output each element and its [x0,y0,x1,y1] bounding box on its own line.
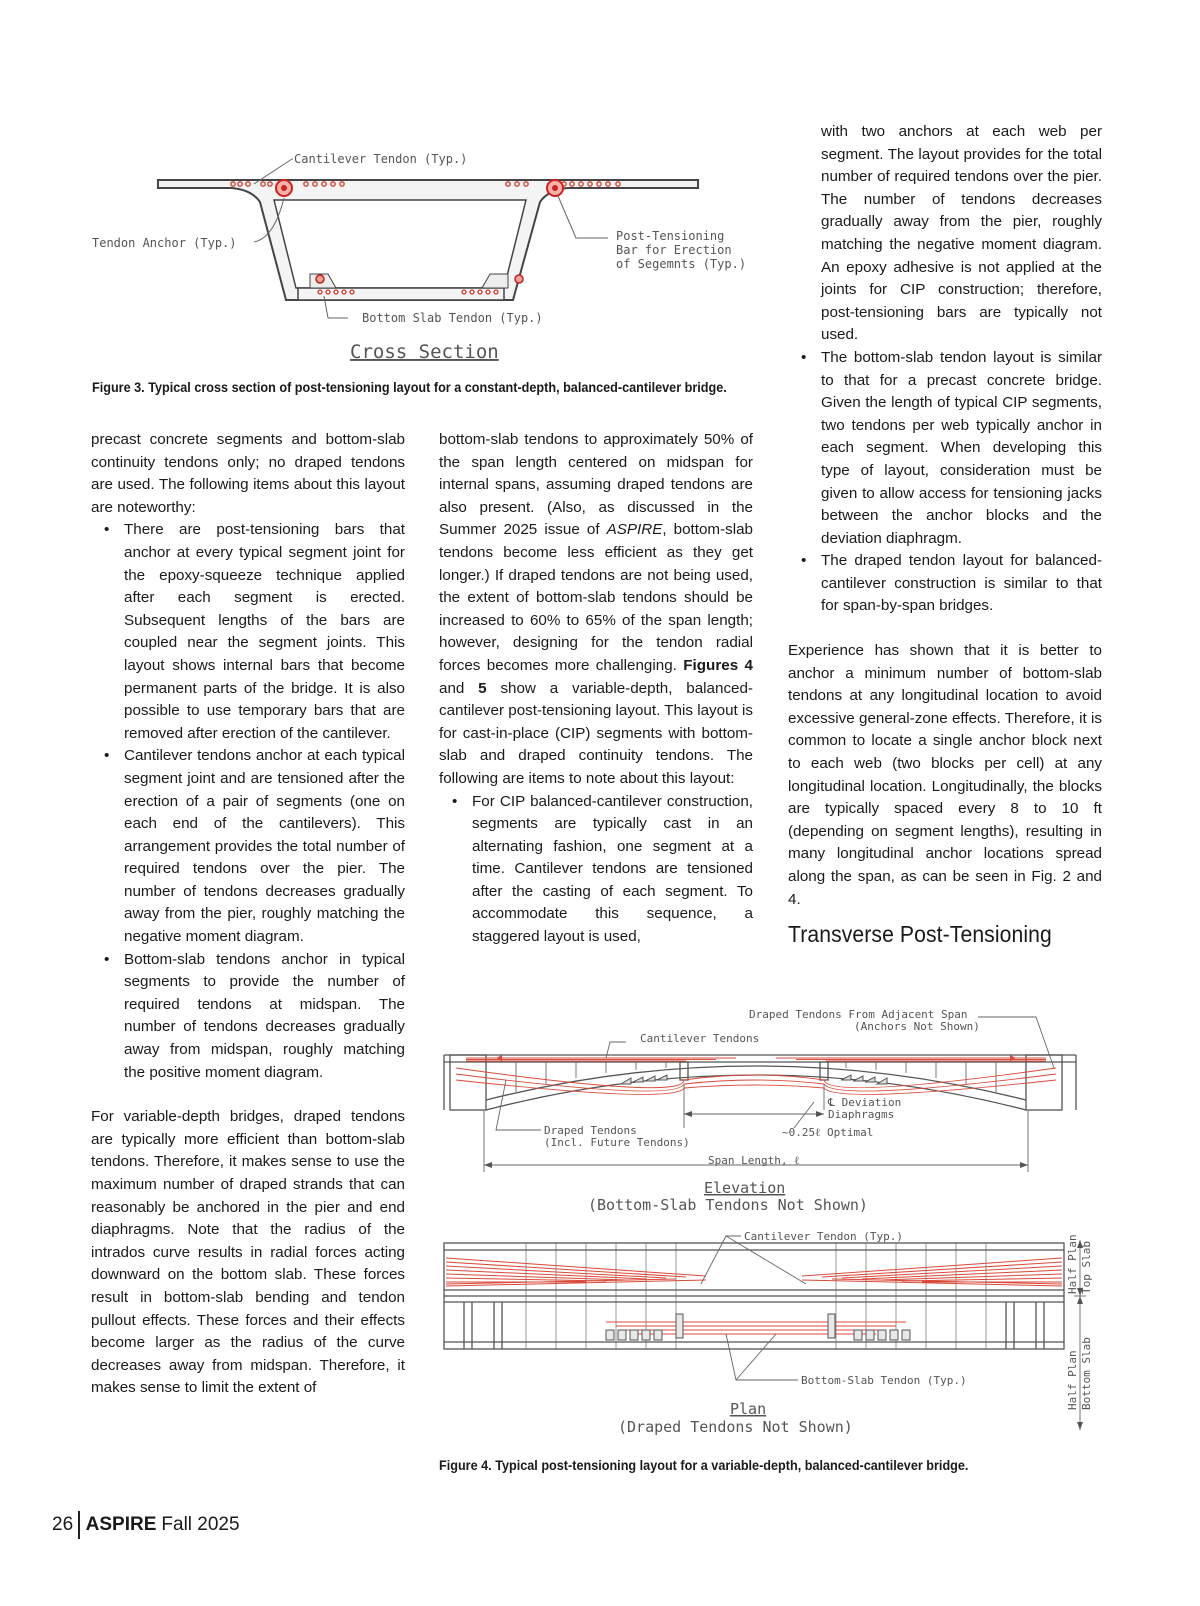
col1-bullet-1: • There are post-tensioning bars that anchor at every typical segment joint for the epoxy-squeeze technique applied after each segment is erected. Subsequent lengths of the bars are coupled near the segment joints. This layout shows internal bars that become permanent parts of the bridge. It is also possible to use temporary bars that are removed after erection of the cantilever. [91,519,405,745]
col1-intro: precast concrete segments and bottom-slab continuity tendons only; no draped tendons are used. The following items about this layout are noteworthy: [91,431,405,516]
label-draped-adjacent-2: (Anchors Not Shown) [854,1020,980,1033]
col3-bullet-list [788,121,1102,618]
label-cantilever-tendon: Cantilever Tendon (Typ.) [294,152,468,166]
figure-4-elevation-plan [436,1000,1096,1440]
col1-bullet-list [91,519,405,1084]
elevation-title: Elevation [704,1179,786,1197]
label-pt-bar-2: Bar for Erection [616,243,732,257]
col1-paragraph-2: For variable-depth bridges, draped tendons are typically more efficient than bottom-slab tendons. Therefore, it makes sense to use the maximum number of draped strands that can reasonably be anchored in the pier and end diaphragms. Note that the radius of the intrados curve results in radial forces acting downward on the bottom slab. These forces result in bottom-slab bending and tendon pullout effects. These forces and their effects become larger as the radius of the curve decreases away from midspan. Therefore, it makes sense to limit the extent of [91,1108,405,1397]
issue-label: Fall 2025 [161,1514,240,1535]
footer-divider [78,1511,80,1539]
magazine-name: ASPIRE [85,1514,157,1535]
label-draped-adjacent-1: Draped Tendons From Adjacent Span [749,1008,968,1021]
label-top-slab: Top Slab [1080,1241,1093,1294]
col3-bullet-1: • The bottom-slab tendon layout is similar to that for a precast concrete bridge. Given the length of typical CIP segments, two tendons per web typically anchor in each segment. When developing this type of layout, consideration must be given to allow access for tensioning jacks between the anchor blocks and the deviation diaphragm. [788,347,1102,550]
column-2 [439,429,753,949]
label-cantilever-typ: Cantilever Tendon (Typ.) [744,1230,903,1243]
label-half-plan-top: Half Plan [1066,1234,1079,1294]
page-number: 26 [52,1514,74,1535]
col1-bullet-3: • Bottom-slab tendons anchor in typical segments to provide the number of required tendons at midspan. The number of tendons decreases gradually away from midspan, roughly matching the positive moment diagram. [91,949,405,1085]
label-deviation-2: Diaphragms [828,1108,895,1121]
plan-title: Plan [730,1400,767,1418]
column-3 [788,121,1102,948]
label-half-plan-bottom: Half Plan [1066,1350,1079,1410]
section-heading-transverse-pt: Transverse Post-Tensioning [788,921,1052,948]
page-footer [52,1511,240,1539]
col1-bullet-2: • Cantilever tendons anchor at each typical segment joint and are tensioned after the erection of a pair of segments (one on each end of the cantilevers). This arrangement provides the total number of required tendons over the pier. The number of tendons decreases gradually away from the pier, roughly matching the negative moment diagram. [91,745,405,948]
plan-subtitle: (Draped Tendons Not Shown) [618,1418,853,1436]
label-bottom-slab-tendon: Bottom Slab Tendon (Typ.) [362,311,543,325]
label-pt-bar-1: Post-Tensioning [616,229,725,243]
col2-bullet-1: • For CIP balanced-cantilever construction, segments are typically cast in an alternating fashion, one segment at a time. Cantilever tendons are tensioned after the casting of each segment. To accommodate this sequence, a staggered layout is used, [439,791,753,949]
label-deviation-1: ℄ Deviation [828,1096,902,1109]
label-plan-bottom-slab-tendon: Bottom-Slab Tendon (Typ.) [801,1374,967,1387]
figure-4-caption: Figure 4. Typical post-tensioning layout for a variable-depth, balanced-cantilever bridge. [439,1458,969,1473]
label-bottom-slab: Bottom Slab [1080,1337,1093,1410]
figure-3-title: Cross Section [350,341,499,363]
label-draped-tendons-2: (Incl. Future Tendons) [544,1136,690,1149]
column-1 [91,429,405,1400]
label-cantilever-tendons: Cantilever Tendons [640,1032,760,1045]
col2-bullet-list [439,791,753,949]
elevation-subtitle: (Bottom-Slab Tendons Not Shown) [588,1196,868,1214]
col2-paragraph-1: bottom-slab tendons to approximately 50% of the span length centered on midspan for internal spans, assuming draped tendons are also present. (Also, as discussed in the Summer 2025 issue of ASPIRE, bottom-slab tendons become less efficient as they get longer.) If draped tendons are not being used, the extent of bottom-slab tendons should be increased to 60% to 65% of the span length; however, designing for the tendon radial forces becomes more challenging. Figures 4 and 5 show a variable-depth, balanced-cantilever post-tensioning layout. This layout is for cast-in-place (CIP) segments with bottom-slab and draped continuity tendons. The following are items to note about this layout: [439,431,753,787]
label-pt-bar-3: of Segemnts (Typ.) [616,257,747,271]
label-optimal: ~0.25ℓ Optimal [782,1126,874,1139]
label-span-length: Span Length, ℓ [708,1154,800,1167]
col3-continuation: with two anchors at each web per segment. The layout provides for the total number of required tendons over the pier. The number of tendons decreases gradually away from the pier, roughly matching the negative moment diagram. An epoxy adhesive is not applied at the joints for CIP construction; therefore, post-tensioning bars are typically not used. [821,123,1102,344]
label-tendon-anchor: Tendon Anchor (Typ.) [92,236,237,250]
col3-bullet-2: • The draped tendon layout for balanced-cantilever construction is similar to that for span-by-span bridges. [788,550,1102,618]
label-draped-tendons-1: Draped Tendons [544,1124,637,1137]
figure-3-caption: Figure 3. Typical cross section of post-tensioning layout for a constant-depth, balanced-cantilever bridge. [92,380,727,395]
col3-paragraph: Experience has shown that it is better to anchor a minimum number of bottom-slab tendons at any longitudinal location to avoid excessive general-zone effects. Therefore, it is common to locate a single anchor block next to each web (two blocks per cell) at any longitudinal location. Longitudinally, the blocks are typically spaced every 8 to 10 ft (depending on segment lengths), resulting in many longitudinal anchor locations spread along the span, as can be seen in Fig. 2 and 4. [788,642,1102,908]
figure-3-cross-section [88,138,788,370]
